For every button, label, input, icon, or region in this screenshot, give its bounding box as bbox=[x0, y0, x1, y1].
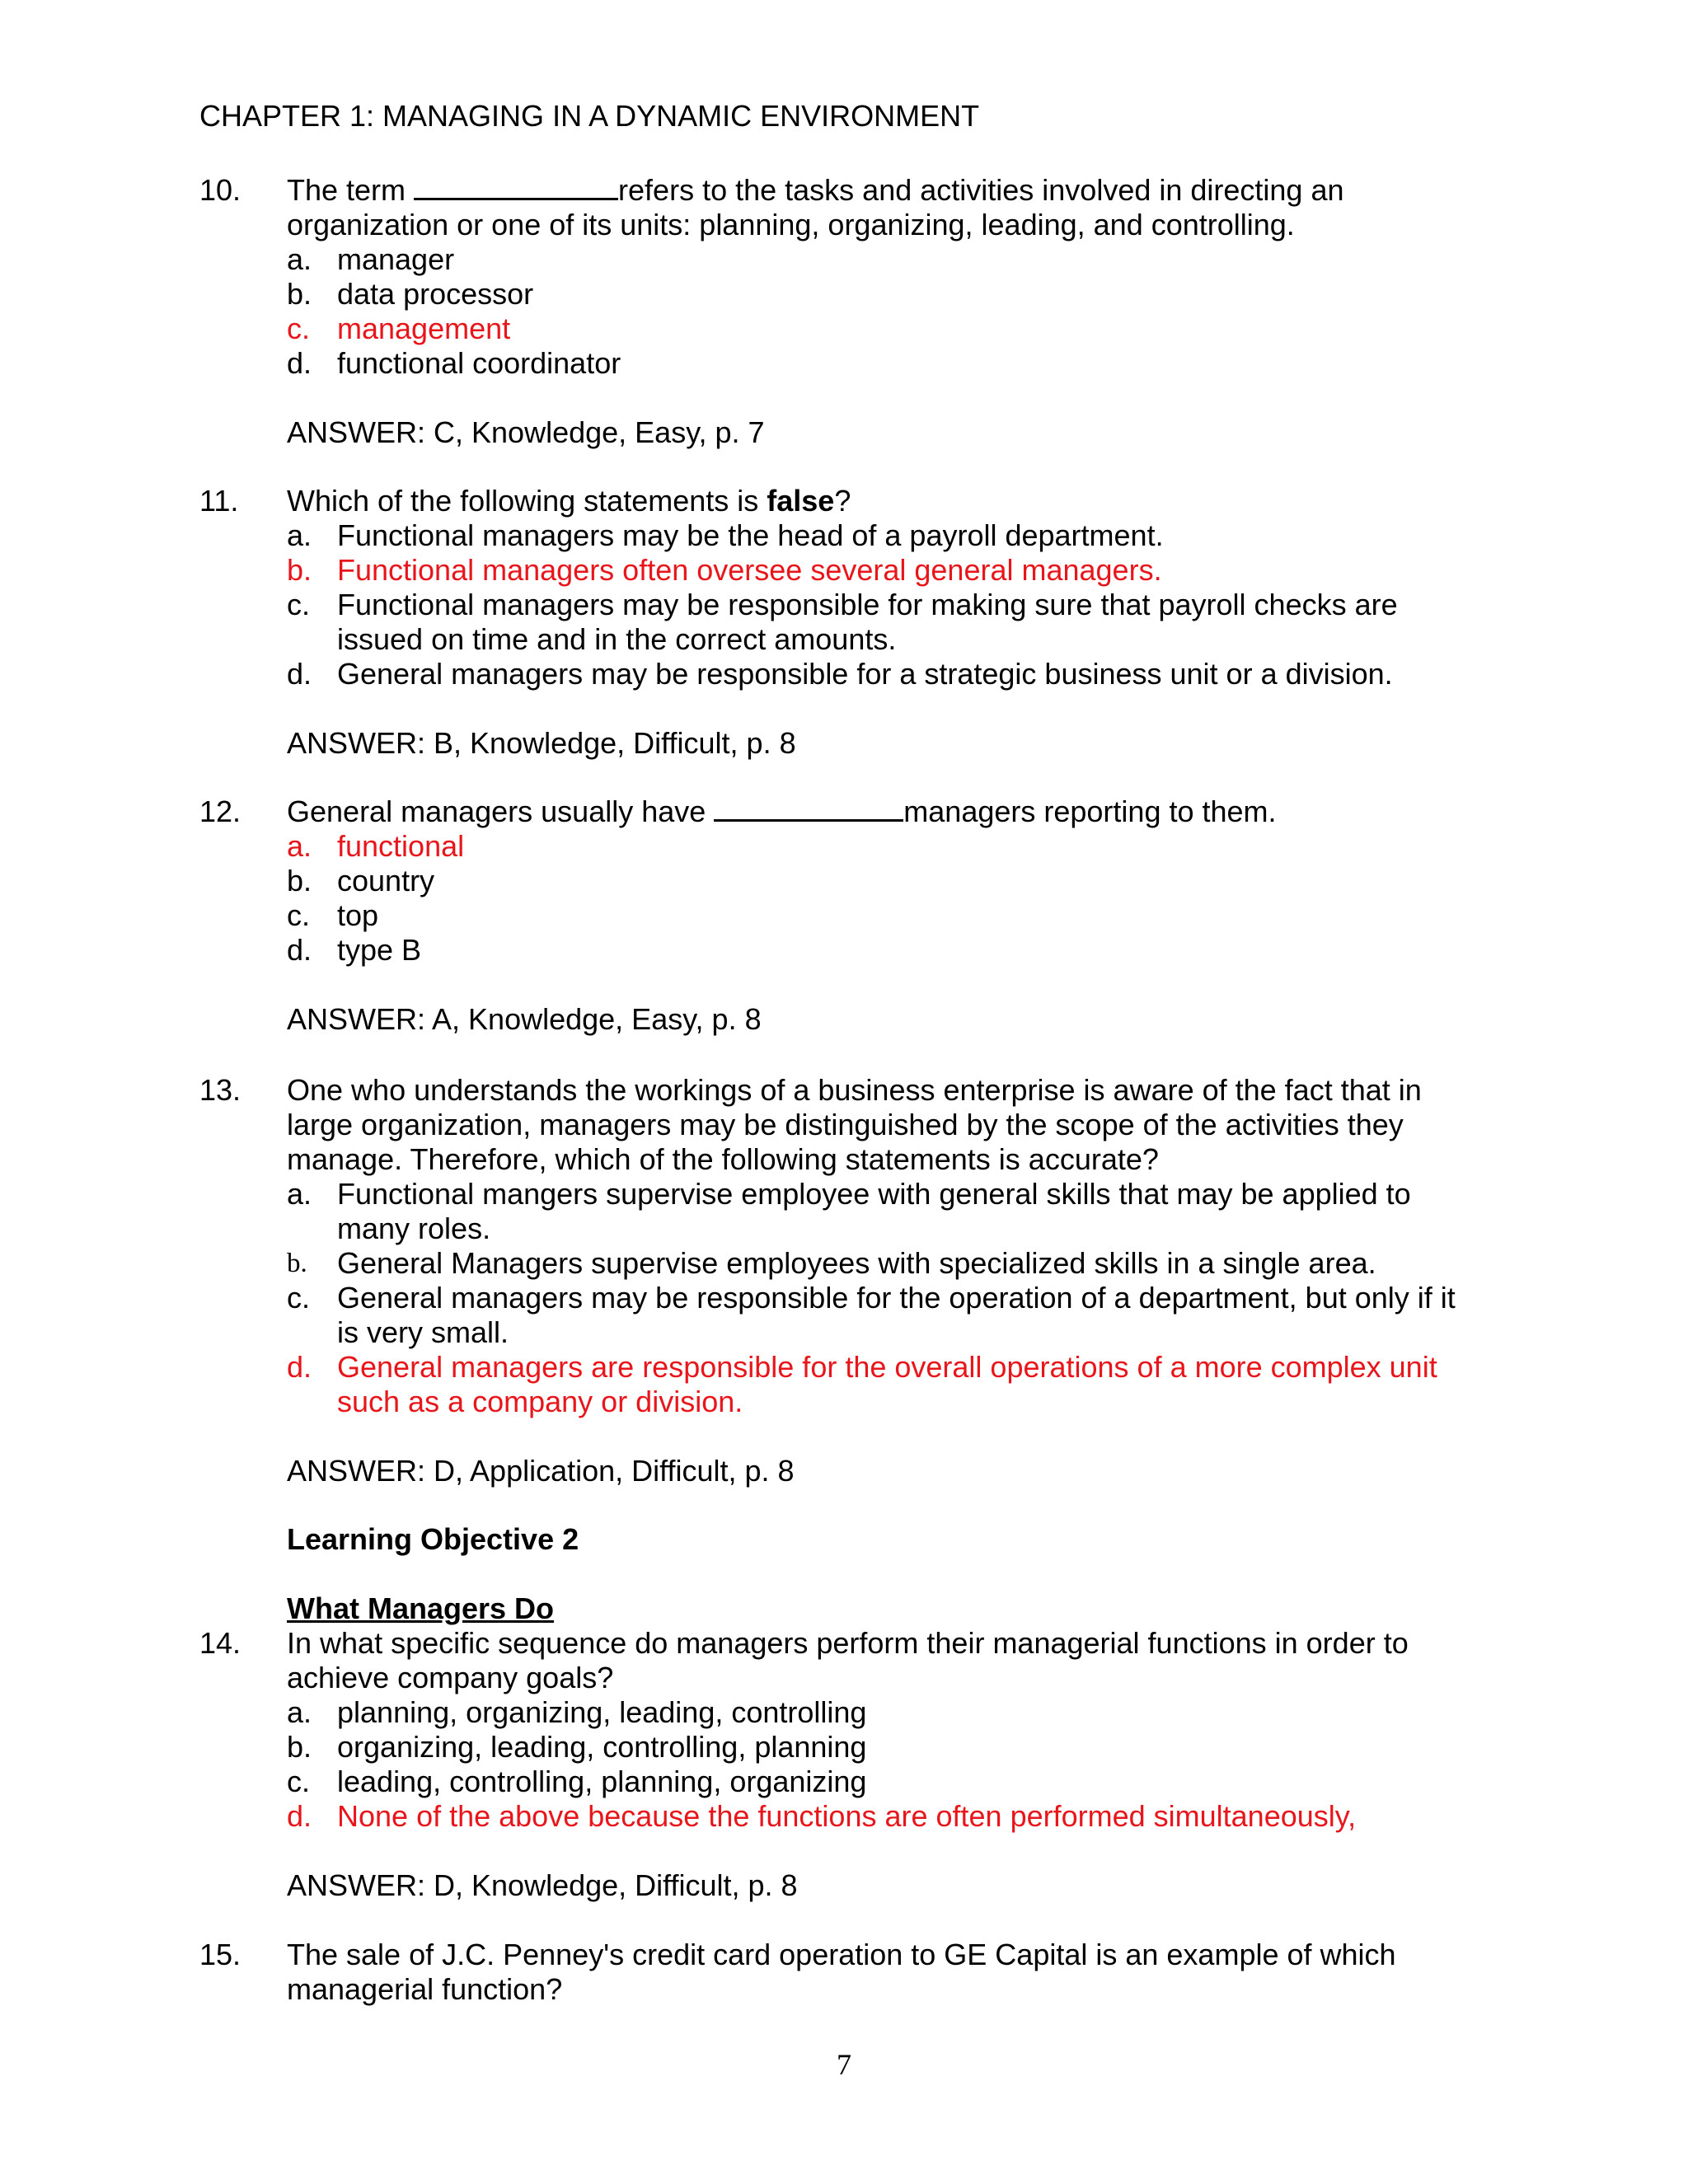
option-b: b. data processor bbox=[287, 277, 534, 311]
answer-line: ANSWER: B, Knowledge, Difficult, p. 8 bbox=[287, 726, 796, 760]
option-a-correct: a. functional bbox=[287, 829, 465, 863]
question-15 bbox=[199, 1938, 1518, 2007]
option-c: c. leading, controlling, planning, organizing bbox=[287, 1765, 867, 1798]
answer-line: ANSWER: A, Knowledge, Easy, p. 8 bbox=[287, 1002, 762, 1036]
question-stem: In what specific sequence do managers perform their managerial functions in order to achieve company goals? bbox=[287, 1626, 1409, 1694]
question-11 bbox=[199, 484, 1518, 761]
option-b: b. General Managers supervise employees with specialized skills in a single area. bbox=[287, 1246, 1376, 1280]
question-12 bbox=[199, 794, 1518, 1037]
question-stem: The sale of J.C. Penney's credit card operation to GE Capital is an example of which managerial function? bbox=[287, 1938, 1396, 2006]
option-c: c. General managers may be responsible for the operation of a department, but only if it is very small. bbox=[287, 1281, 1456, 1349]
option-a: a. planning, organizing, leading, controlling bbox=[287, 1695, 867, 1729]
option-b: b. organizing, leading, controlling, planning bbox=[287, 1730, 867, 1764]
option-c-correct: c. management bbox=[287, 312, 511, 345]
question-stem-continued: organization or one of its units: planning, organizing, leading, and controlling. bbox=[287, 208, 1295, 241]
question-number: 13. bbox=[199, 1073, 241, 1107]
question-number: 14. bbox=[199, 1626, 241, 1660]
answer-line: ANSWER: D, Application, Difficult, p. 8 bbox=[287, 1454, 795, 1488]
option-d-correct: d. None of the above because the functions are often performed simultaneously, bbox=[287, 1799, 1357, 1833]
option-d: d. type B bbox=[287, 933, 422, 967]
question-number: 15. bbox=[199, 1938, 241, 1971]
question-13 bbox=[199, 1073, 1518, 1488]
option-b-correct: b. Functional managers often oversee several general managers. bbox=[287, 553, 1162, 587]
option-d-correct: d. General managers are responsible for the overall operations of a more complex unit such as a company or division. bbox=[287, 1350, 1437, 1418]
answer-blank bbox=[414, 173, 618, 200]
option-a: a. Functional mangers supervise employee with general skills that may be applied to many roles. bbox=[287, 1177, 1411, 1245]
question-number: 10. bbox=[199, 173, 241, 207]
question-stem: General managers usually have managers reporting to them. bbox=[287, 794, 1277, 828]
page-number: 7 bbox=[837, 2048, 851, 2081]
question-stem: One who understands the workings of a business enterprise is aware of the fact that in large organization, managers may be distinguished by the scope of the activities they manage. Therefore, which of the following statements is accurate? bbox=[287, 1073, 1422, 1176]
option-d: d. functional coordinator bbox=[287, 346, 621, 380]
option-a: a. Functional managers may be the head of a payroll department. bbox=[287, 518, 1164, 552]
answer-line: ANSWER: C, Knowledge, Easy, p. 7 bbox=[287, 415, 765, 449]
question-number: 11. bbox=[199, 484, 239, 518]
question-stem: Which of the following statements is false? bbox=[287, 484, 851, 518]
option-a: a. manager bbox=[287, 242, 455, 276]
option-d: d. General managers may be responsible for a strategic business unit or a division. bbox=[287, 657, 1393, 691]
question-number: 12. bbox=[199, 794, 241, 828]
answer-line: ANSWER: D, Knowledge, Difficult, p. 8 bbox=[287, 1868, 798, 1902]
question-14 bbox=[199, 1626, 1518, 1903]
question-10 bbox=[199, 173, 1518, 450]
option-c: c. Functional managers may be responsible for making sure that payroll checks are issued on time and in the correct amounts. bbox=[287, 588, 1398, 656]
answer-blank bbox=[714, 794, 903, 822]
option-b: b. country bbox=[287, 864, 435, 898]
question-stem: The term refers to the tasks and activities involved in directing an bbox=[287, 173, 1344, 207]
section-title: What Managers Do bbox=[287, 1591, 555, 1625]
learning-objective-heading: Learning Objective 2 bbox=[287, 1522, 579, 1556]
chapter-header: CHAPTER 1: MANAGING IN A DYNAMIC ENVIRONMENT bbox=[199, 99, 980, 133]
option-c: c. top bbox=[287, 898, 379, 932]
